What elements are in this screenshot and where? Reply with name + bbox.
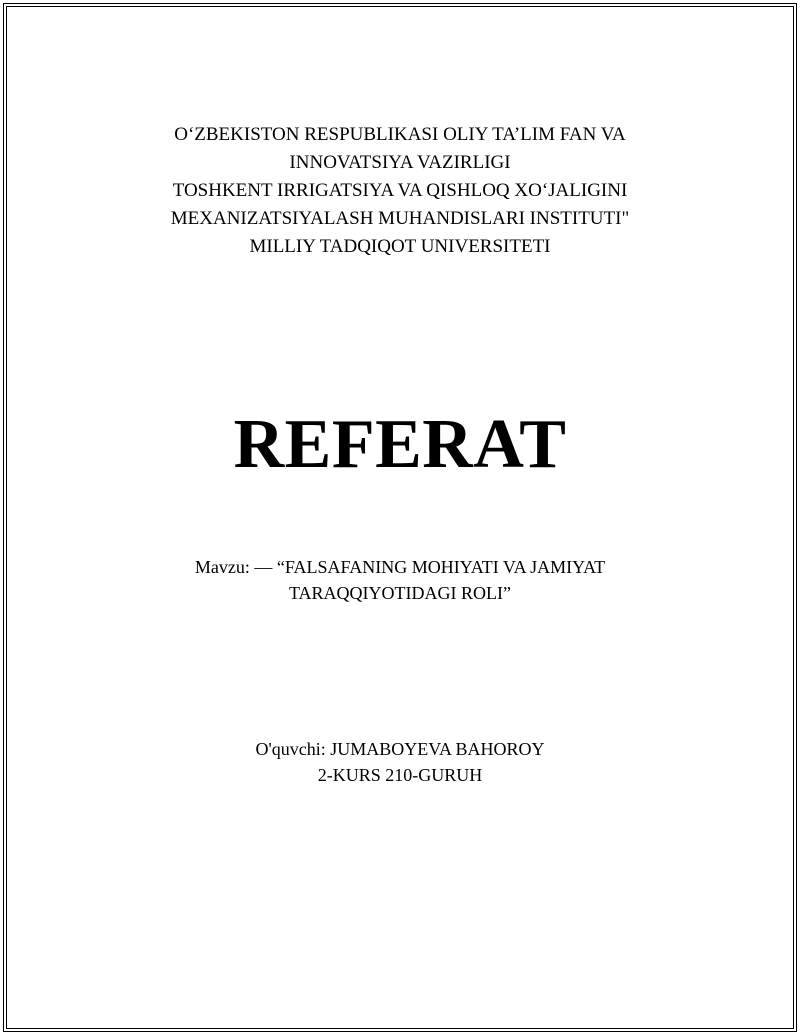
institution-header: [0, 121, 800, 261]
student-name: O'quvchi: JUMABOYEVA BAHOROY: [255, 739, 545, 759]
topic-block: [0, 554, 800, 606]
document-title: REFERAT: [233, 406, 567, 483]
header-line: INNOVATSIYA VAZIRLIGI: [289, 152, 511, 173]
header-line: MILLIY TADQIQOT UNIVERSITETI: [249, 236, 551, 257]
student-group: 2-KURS 210-GURUH: [317, 765, 483, 785]
topic-line: TARAQQIYOTIDAGI ROLI”: [288, 583, 511, 603]
header-line: TOSHKENT IRRIGATSIYA VA QISHLOQ XO‘JALIGINI: [172, 180, 628, 201]
header-line: O‘ZBEKISTON RESPUBLIKASI OLIY TA’LIM FAN VA: [174, 124, 626, 145]
header-line: MEXANIZATSIYALASH MUHANDISLARI INSTITUTI": [170, 208, 630, 229]
topic-line: Mavzu: — “FALSAFANING MOHIYATI VA JAMIYAT: [194, 557, 606, 577]
student-info: [0, 736, 800, 788]
